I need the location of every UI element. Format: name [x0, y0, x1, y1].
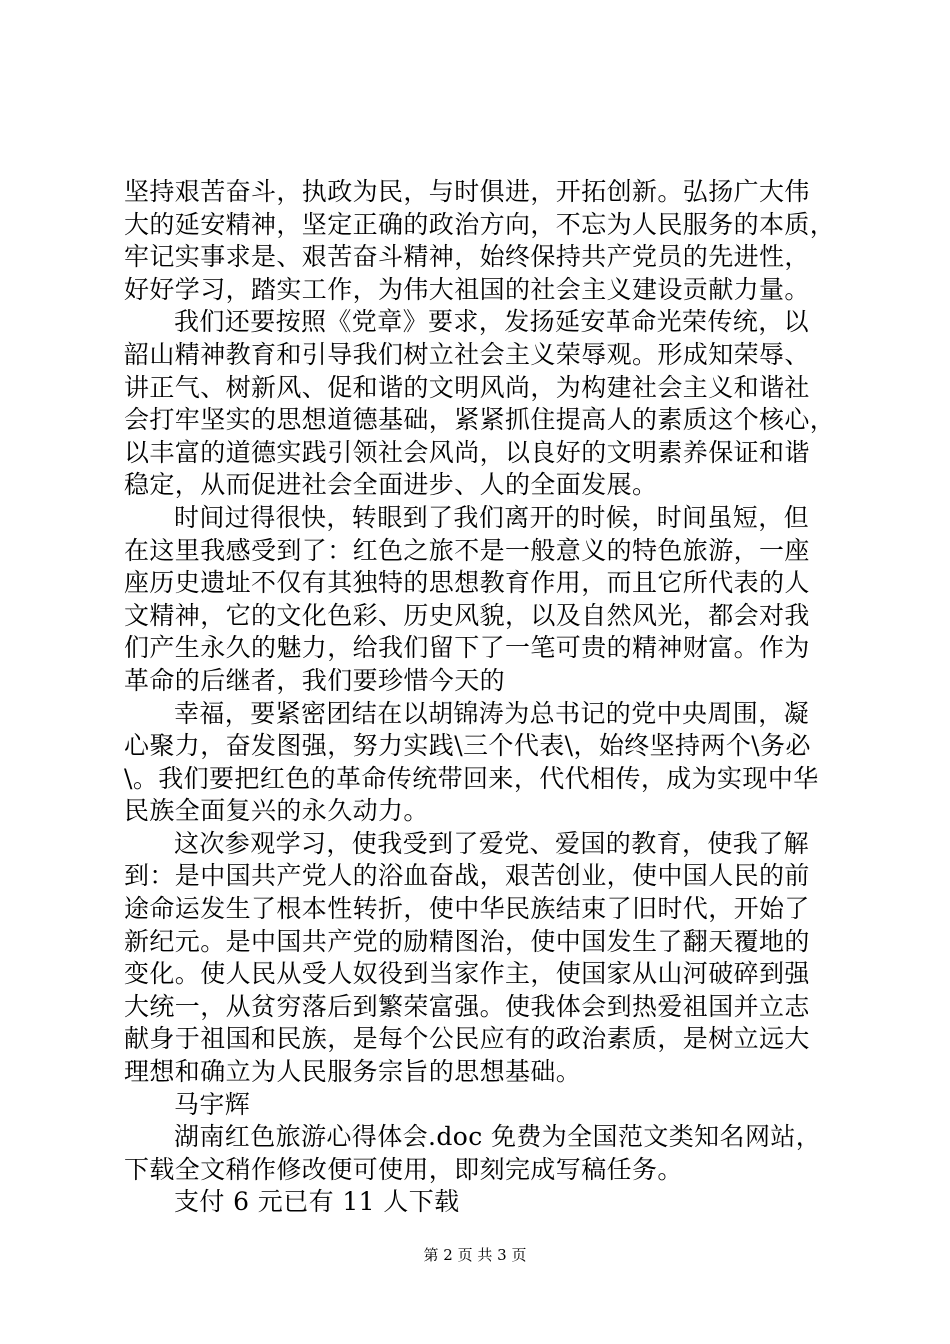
- text-line: 以丰富的道德实践引领社会风尚，以良好的文明素养保证和谐: [124, 437, 810, 467]
- text-line: 马宇辉: [174, 1089, 251, 1119]
- text-line: 献身于祖国和民族，是每个公民应有的政治素质，是树立远大: [124, 1024, 810, 1054]
- text-line: 理想和确立为人民服务宗旨的思想基础。: [124, 1057, 582, 1087]
- text-line: 时间过得很快，转眼到了我们离开的时候，时间虽短，但: [174, 502, 810, 532]
- text-line: 途命运发生了根本性转折，使中华民族结束了旧时代，开始了: [124, 894, 810, 924]
- text-line: 这次参观学习，使我受到了爱党、爱国的教育，使我了解: [174, 828, 810, 858]
- text-line: 支付 6 元已有 11 人下载: [174, 1187, 460, 1217]
- text-line: 心聚力，奋发图强，努力实践\三个代表\，始终坚持两个\务必: [124, 731, 811, 761]
- text-line: 牢记实事求是、艰苦奋斗精神，始终保持共产党员的先进性，: [124, 242, 810, 272]
- text-line: 会打牢坚实的思想道德基础，紧紧抓住提高人的素质这个核心，: [124, 405, 836, 435]
- text-line: 大的延安精神，坚定正确的政治方向，不忘为人民服务的本质，: [124, 209, 836, 239]
- text-line: 稳定，从而促进社会全面进步、人的全面发展。: [124, 470, 658, 500]
- text-line: 革命的后继者，我们要珍惜今天的: [124, 665, 506, 695]
- document-body: [124, 176, 844, 1219]
- text-line: 湖南红色旅游心得体会.doc 免费为全国范文类知名网站，: [174, 1122, 822, 1152]
- page-footer: 第 2 页 共 3 页: [423, 1246, 527, 1264]
- text-line: 讲正气、树新风、促和谐的文明风尚，为构建社会主义和谐社: [124, 372, 810, 402]
- text-line: \。我们要把红色的革命传统带回来，代代相传，成为实现中华: [124, 763, 819, 793]
- text-line: 下载全文稍作修改便可使用，即刻完成写稿任务。: [124, 1154, 683, 1184]
- text-line: 坚持艰苦奋斗，执政为民，与时俱进，开拓创新。弘扬广大伟: [124, 177, 810, 206]
- text-line: 文精神，它的文化色彩、历史风貌，以及自然风光，都会对我: [124, 600, 810, 630]
- text-line: 我们还要按照《党章》要求，发扬延安革命光荣传统，以: [174, 307, 810, 337]
- text-line: 新纪元。是中国共产党的励精图治，使中国发生了翻天覆地的: [124, 926, 810, 956]
- text-line: 韶山精神教育和引导我们树立社会主义荣辱观。形成知荣辱、: [124, 339, 810, 369]
- text-line: 座历史遗址不仅有其独特的思想教育作用，而且它所代表的人: [124, 568, 810, 598]
- text-line: 到：是中国共产党人的浴血奋战，艰苦创业，使中国人民的前: [124, 861, 810, 891]
- text-line: 民族全面复兴的永久动力。: [124, 796, 429, 826]
- text-line: 大统一，从贫穷落后到繁荣富强。使我体会到热爱祖国并立志: [124, 991, 810, 1021]
- text-line: 好好学习，踏实工作，为伟大祖国的社会主义建设贡献力量。: [124, 274, 810, 304]
- text-line: 在这里我感受到了：红色之旅不是一般意义的特色旅游，一座: [124, 535, 810, 565]
- text-line: 幸福，要紧密团结在以胡锦涛为总书记的党中央周围，凝: [174, 698, 810, 728]
- text-line: 们产生永久的魅力，给我们留下了一笔可贵的精神财富。作为: [124, 633, 810, 663]
- text-line: 变化。使人民从受人奴役到当家作主，使国家从山河破碎到强: [124, 959, 810, 989]
